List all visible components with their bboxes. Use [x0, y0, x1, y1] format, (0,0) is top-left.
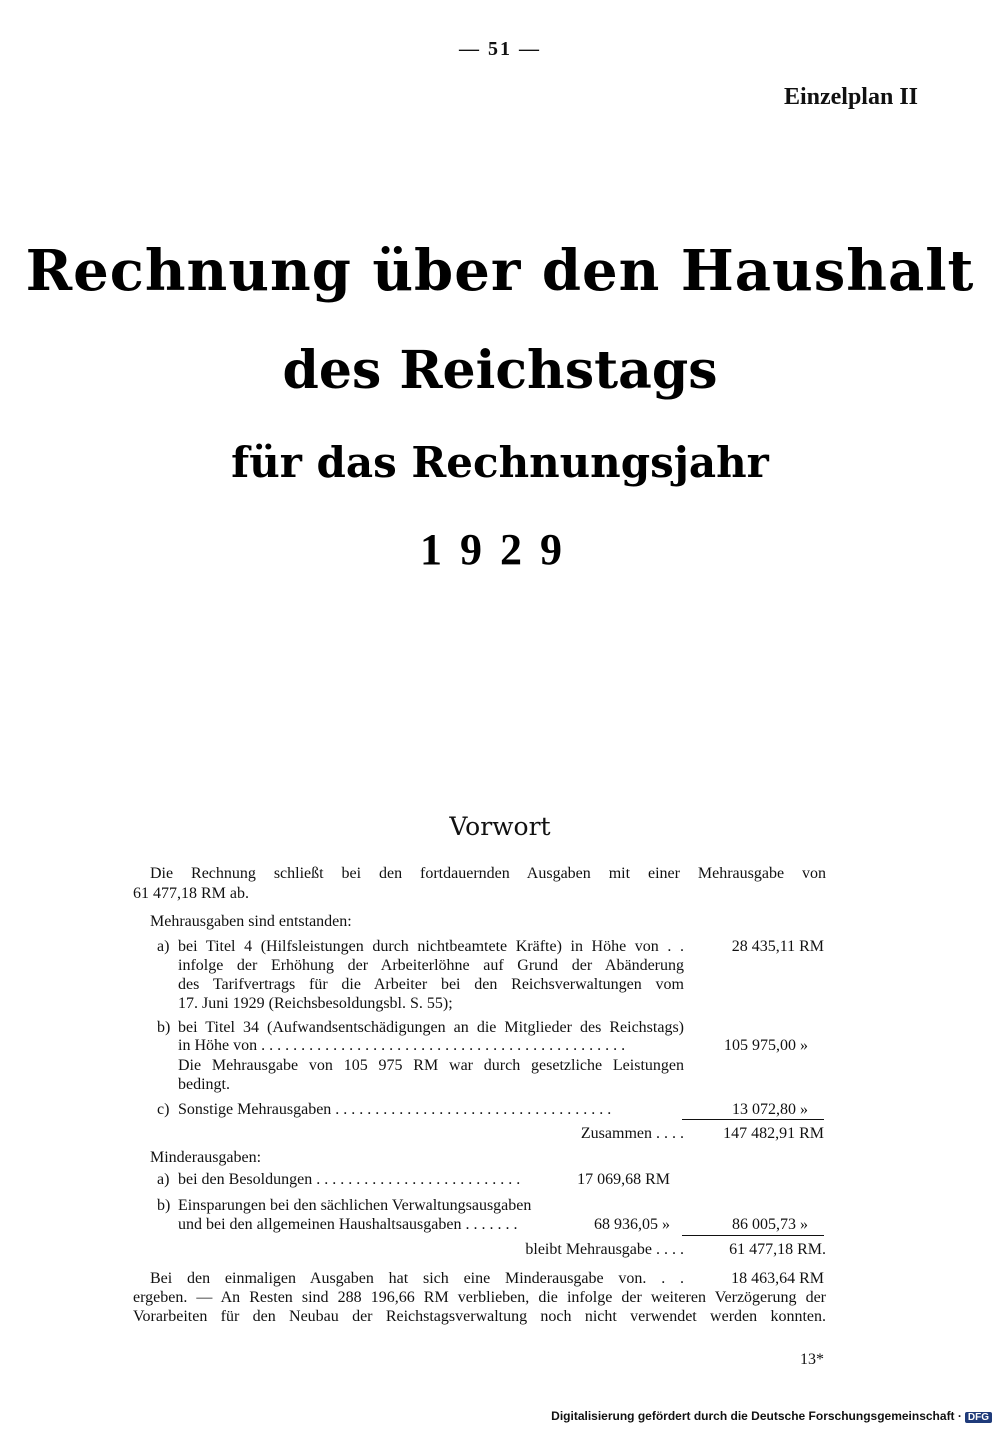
minder-b-line-1: Einsparungen bei den sächlichen Verwaltungsausgaben: [178, 1197, 532, 1214]
credit-text: Digitalisierung gefördert durch die Deutsche Forschungsgemeinschaft ·: [551, 1409, 962, 1423]
item-a-label: a): [157, 938, 170, 955]
minder-a-amount: 17 069,68 RM: [577, 1171, 670, 1188]
dfg-logo: DFG: [965, 1412, 992, 1423]
remain-amount: 61 477,18 RM.: [729, 1241, 826, 1258]
final-line-1: Bei den einmaligen Ausgaben hat sich eine Minderausgabe von. . .: [150, 1270, 684, 1287]
item-a-line-4: 17. Juni 1929 (Reichsbesoldungsbl. S. 55);: [178, 995, 453, 1012]
mehrausgaben-heading: Mehrausgaben sind entstanden:: [150, 913, 352, 930]
minder-a-line-1: bei den Besoldungen . . . . . . . . . . . . . . . . . . . . . . . . . .: [178, 1171, 521, 1188]
title-year: 1929: [420, 525, 580, 574]
intro-line-1: Die Rechnung schließt bei den fortdauernden Ausgaben mit einer Mehrausgabe von: [150, 865, 826, 882]
item-a-line-2: infolge der Erhöhung der Arbeiterlöhne auf Grund der Abänderung: [178, 957, 684, 974]
item-a-line-3: des Tarifvertrags für die Arbeiter bei den Reichsverwaltungen vom: [178, 976, 684, 993]
item-c-amount: 13 072,80 »: [732, 1101, 808, 1118]
minder-b-label: b): [157, 1197, 171, 1214]
final-line-3: Vorarbeiten für den Neubau der Reichstagsverwaltung noch nicht verwendet werden konnten.: [133, 1308, 826, 1325]
total-amount: 147 482,91 RM: [723, 1125, 824, 1142]
item-b-line-3: Die Mehrausgabe von 105 975 RM war durch gesetzliche Leistungen: [178, 1057, 684, 1074]
item-b-label: b): [157, 1019, 171, 1036]
sheet-mark: 13*: [800, 1351, 824, 1368]
foreword-heading: Vorwort: [449, 812, 551, 841]
item-a-line-1: bei Titel 4 (Hilfsleistungen durch nichtbeamtete Kräfte) in Höhe von . .: [178, 938, 684, 955]
final-amount: 18 463,64 RM: [731, 1270, 824, 1287]
item-a-amount: 28 435,11 RM: [731, 938, 824, 955]
minderausgaben-heading: Minderausgaben:: [150, 1149, 262, 1166]
page-number: — 51 —: [459, 38, 541, 60]
item-c-line-1: Sonstige Mehrausgaben . . . . . . . . . . . . . . . . . . . . . . . . . . . . . . . . . . .: [178, 1101, 612, 1118]
minder-b-line-2: und bei den allgemeinen Haushaltsausgaben . . . . . . .: [178, 1216, 518, 1233]
digitization-credit: [551, 1409, 992, 1423]
plan-label: Einzelplan II: [783, 84, 918, 110]
intro-line-2: 61 477,18 RM ab.: [133, 885, 249, 902]
remain-label: bleibt Mehrausgabe . . . .: [525, 1241, 684, 1258]
final-line-2: ergeben. — An Resten sind 288 196,66 RM verblieben, die infolge der weiteren Verzögerung der: [133, 1289, 826, 1306]
minder-b-amount: 68 936,05 »: [594, 1216, 670, 1233]
title-line-3: für das Rechnungsjahr: [231, 438, 769, 487]
title-line-1: Rechnung über den Haushalt: [25, 238, 975, 304]
sum-rule-1: [682, 1119, 824, 1120]
item-b-line-4: bedingt.: [178, 1076, 230, 1093]
minder-total-amount: 86 005,73 »: [732, 1216, 808, 1233]
item-c-label: c): [157, 1101, 170, 1118]
item-b-line-2: in Höhe von . . . . . . . . . . . . . . . . . . . . . . . . . . . . . . . . . . . . . . . . . . . . . .: [178, 1037, 626, 1054]
title-line-2: des Reichstags: [282, 340, 718, 401]
total-label: Zusammen . . . .: [580, 1125, 684, 1142]
sum-rule-2: [682, 1235, 824, 1236]
minder-a-label: a): [157, 1171, 170, 1188]
item-b-line-1: bei Titel 34 (Aufwandsentschädigungen an die Mitglieder des Reichstags): [178, 1019, 684, 1036]
item-b-amount: 105 975,00 »: [724, 1037, 808, 1054]
